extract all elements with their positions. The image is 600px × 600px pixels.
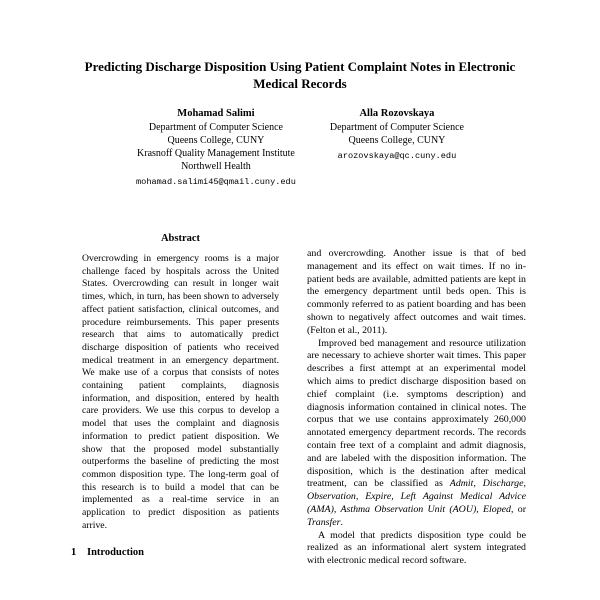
- author-name: Mohamad Salimi: [177, 108, 255, 119]
- author-affiliation: Queens College, CUNY: [348, 135, 446, 146]
- author-affiliation: Queens College, CUNY: [167, 135, 265, 146]
- author-affiliation: Northwell Health: [181, 161, 251, 172]
- two-column-body: [71, 233, 529, 568]
- author-affiliation: Department of Computer Science: [329, 122, 464, 133]
- paragraph-text: Improved bed management and resource utilization are necessary to achieve shorter wait times. This paper describes a first attempt at an experimental model which aims to predict discharge disposition based on chief complaint (i.e. symptoms description) and diagnosis information contained in clinical notes. The corpus that we use contains approximately 260,000 annotated emergency department records. The records contain free text of a complaint and admit diagnosis, and are labeled with the disposition information. The disposition, which is the destination after medical treatment, can be classified as: [307, 337, 526, 490]
- body-paragraph: [307, 338, 526, 530]
- paragraph-text: and overcrowding. Another issue is that of bed management and its effect on wait times. If no in-patient beds are available, admitted patients are kept in the emergency department until beds open. This is commonly referred to as patient boarding and has been shown to negatively affect outcomes and wait times. (Felton et al., 2011).: [307, 248, 526, 336]
- author-affiliation: Department of Computer Science: [148, 122, 283, 133]
- author-email: mohamad.salimi45@qmail.cuny.edu: [136, 177, 296, 187]
- body-paragraph: [307, 248, 526, 338]
- abstract-heading: Abstract: [160, 233, 201, 244]
- disposition-classes-italic: Admit, Discharge, Observation, Expire, Left Against Medical Advice (AMA), Asthma Observation Unit (AOU), Eloped,: [307, 478, 526, 515]
- abstract-text: Overcrowding in emergency rooms is a major challenge faced by hospitals across the United States. Overcrowding can result in longer wait times, which, in turn, has been shown to adversely affect patient satisfaction, clinical outcomes, and procedure reimbursements. This paper presents research that aims to automatically predict discharge disposition of patients who received medical treatment in an emergency department. We make use of a corpus that consists of notes containing patient complaints, diagnosis information, and disposition, entered by health care providers. We use this corpus to develop a model that uses the complaint and diagnosis information to predict patient disposition. We show that the proposed model substantially outperforms the baseline of predicting the most common disposition type. The long-term goal of this research is to build a model that can be implemented as a real-time service in an application to predict disposition as patients arrive.: [82, 253, 279, 531]
- author-email: arozovskaya@qc.cuny.edu: [337, 151, 457, 161]
- author-affiliation: Krasnoff Quality Management Institute: [137, 148, 295, 159]
- paragraph-text: or: [513, 503, 526, 515]
- paragraph-text: .: [340, 516, 343, 528]
- paper-title: Predicting Discharge Disposition Using Patient Complaint Notes in Electronic Medical Records: [84, 59, 516, 91]
- body-paragraph: [307, 530, 526, 568]
- author-name: Alla Rozovskaya: [359, 108, 435, 119]
- section-heading-introduction: [71, 547, 290, 558]
- author-block-1: [136, 107, 296, 189]
- paragraph-text: A model that predicts disposition type could be realized as an informational alert system integrated with electronic medical record software.: [307, 529, 526, 567]
- author-block-2: [330, 107, 464, 189]
- disposition-class-transfer-italic: Transfer: [307, 516, 341, 528]
- left-column: [71, 233, 290, 558]
- section-title: Introduction: [87, 547, 144, 559]
- section-number: 1: [71, 547, 77, 559]
- authors-row: [0, 107, 600, 189]
- right-column: [307, 233, 526, 568]
